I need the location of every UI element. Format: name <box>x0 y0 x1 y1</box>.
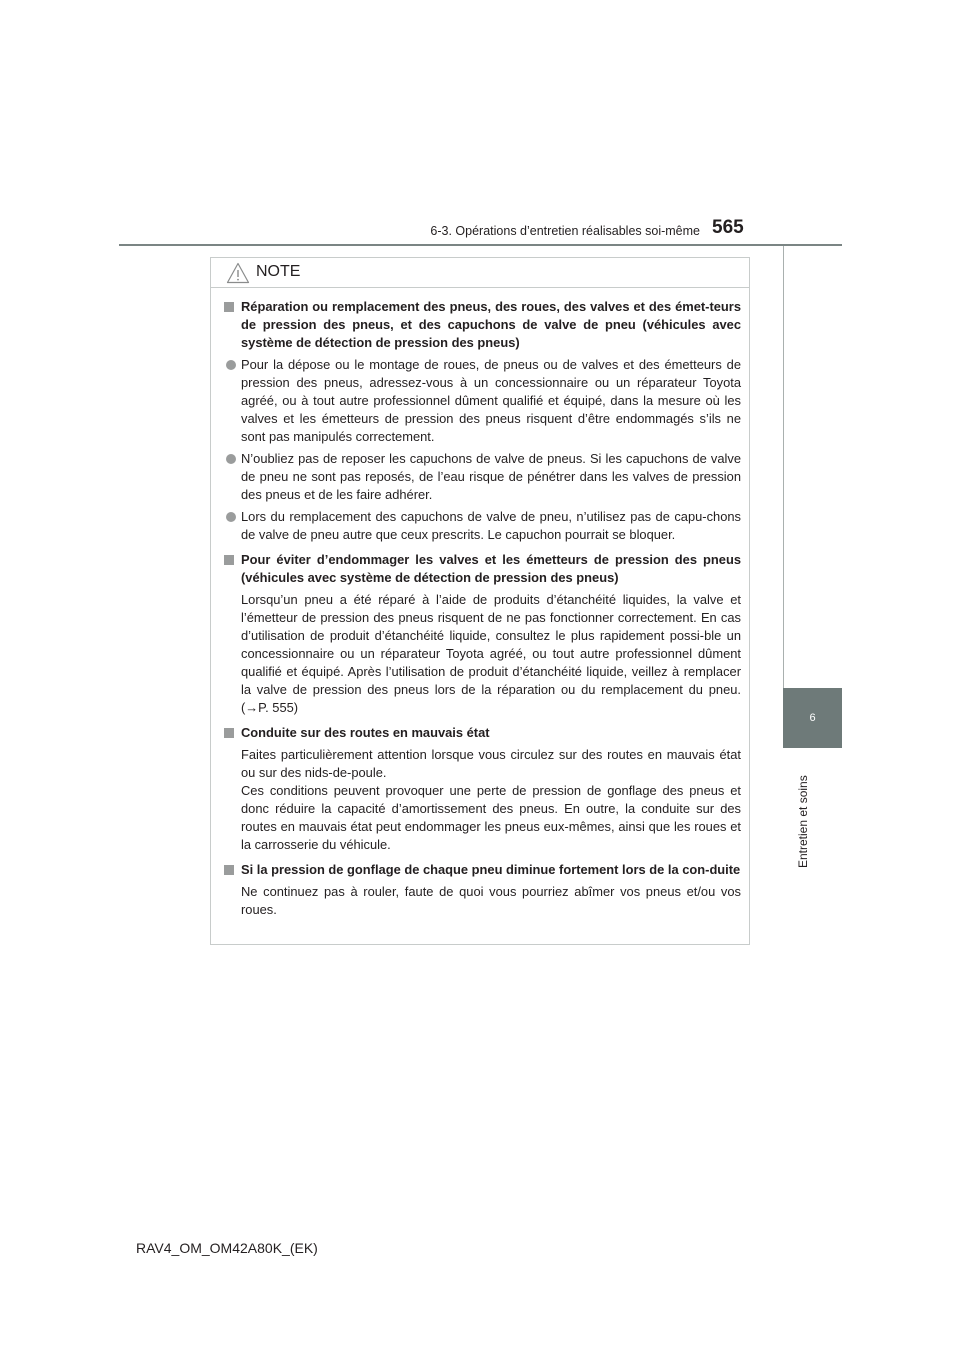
list-item-text: N’oubliez pas de reposer les capuchons de valve de pneus. Si les capuchons de valve de pneu ne sont pas reposés, de l’eau risque de pénétrer dans les valves de pression des pneus et de les faire adhérer. <box>241 451 741 502</box>
note-section-bad-roads <box>221 724 741 854</box>
note-body <box>211 298 749 926</box>
header-divider <box>119 244 842 246</box>
chapter-number: 6 <box>809 712 816 724</box>
list-item-text: Pour la dépose ou le montage de roues, de pneus ou de valves et des émetteurs de pression des pneus, adressez-vous à un concessionnaire ou un réparateur Toyota agréé, ou à tout autre professionnel dûment qualifié et équipé, dans la mesure où les valves et les émetteurs de pression des pneus risquent d’être endommagés s’ils ne sont pas manipulés correctement. <box>241 357 741 444</box>
section-heading: Si la pression de gonflage de chaque pneu diminue fortement lors de la con-duite <box>241 862 741 877</box>
section-paragraph: Faites particulièrement attention lorsque vous circulez sur des routes en mauvais état ou sur des nids-de-poule. <box>241 747 741 780</box>
section-heading: Pour éviter d’endommager les valves et les émetteurs de pression des pneus (véhicules avec système de détection de pression des pneus) <box>241 552 741 585</box>
note-section-tire-repair <box>221 298 741 544</box>
square-bullet-icon <box>224 728 234 738</box>
note-header <box>211 258 749 288</box>
section-heading: Réparation ou remplacement des pneus, des roues, des valves et des émet-teurs de pression des pneus, et des capuchons de valve de pneu (véhicules avec système de détection de pression des pneus) <box>241 299 741 350</box>
chapter-title: Entretien et soins <box>796 775 810 868</box>
list-item <box>221 356 741 446</box>
section-paragraph: Ne continuez pas à rouler, faute de quoi vous pourriez abîmer vos pneus et/ou vos roues. <box>241 884 741 917</box>
chapter-tab <box>783 688 842 748</box>
page-number: 565 <box>712 217 744 238</box>
warning-triangle-icon <box>226 262 250 284</box>
round-bullet-icon <box>226 454 236 464</box>
section-heading: Conduite sur des routes en mauvais état <box>241 725 490 740</box>
section-title: 6-3. Opérations d’entretien réalisables soi-même <box>430 224 700 238</box>
round-bullet-icon <box>226 512 236 522</box>
round-bullet-icon <box>226 360 236 370</box>
note-section-valve-damage <box>221 551 741 717</box>
document-code: RAV4_OM_OM42A80K_(EK) <box>136 1240 318 1256</box>
square-bullet-icon <box>224 555 234 565</box>
section-paragraph: Lorsqu’un pneu a été réparé à l’aide de produits d’étanchéité liquides, la valve et l’émetteur de pression des pneus risquent de ne pas fonctionner correctement. En cas d’utilisation de produit d’étanchéité liquide, consultez le plus rapidement possi-ble un concessionnaire ou un réparateur Toyota agréé, ou tout autre professionnel dûment qualifié et équipé. Après l’utilisation de produit d’étanchéité liquide, veillez à remplacer la valve de pression des pneus lors de la réparation ou du remplacement du pneu. (→P. 555) <box>241 592 741 715</box>
side-guide-line <box>783 246 842 688</box>
square-bullet-icon <box>224 302 234 312</box>
section-paragraph: Ces conditions peuvent provoquer une perte de pression de gonflage des pneus et donc réduire la capacité d’amortissement des pneus. En outre, la conduite sur des routes en mauvais état peut endommager les pneus eux-mêmes, ainsi que les roues et la carrosserie du véhicule. <box>241 783 741 852</box>
list-item-text: Lors du remplacement des capuchons de valve de pneu, n’utilisez pas de capu-chons de valve de pneu autre que ceux prescrits. Le capuchon pourrait se bloquer. <box>241 509 741 542</box>
note-section-pressure-drop <box>221 861 741 919</box>
list-item <box>221 450 741 504</box>
list-item <box>221 508 741 544</box>
square-bullet-icon <box>224 865 234 875</box>
note-title: NOTE <box>256 263 301 280</box>
note-box <box>210 257 750 945</box>
